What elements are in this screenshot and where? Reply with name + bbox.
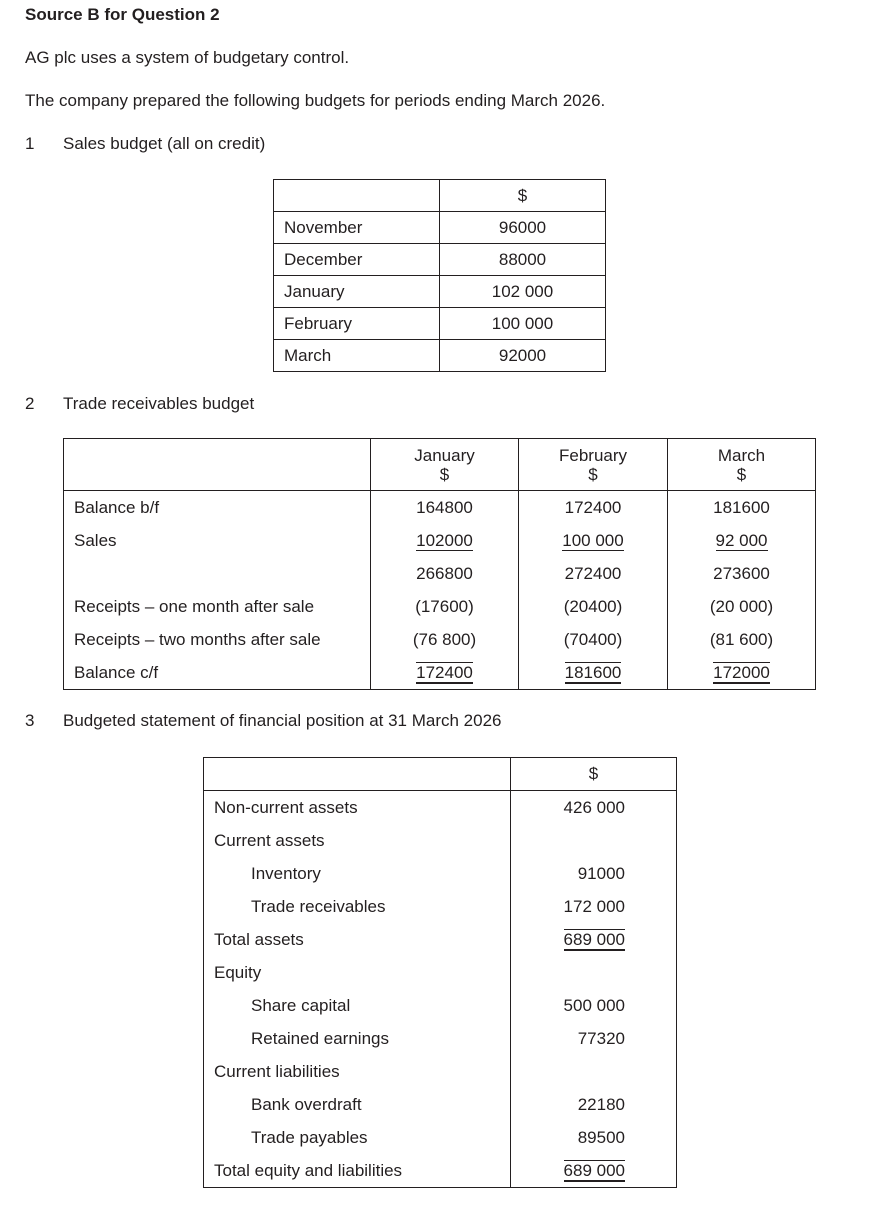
cell-text: 273600 [668, 557, 816, 590]
column-header [668, 439, 816, 491]
cell-text [371, 524, 519, 557]
table-row [274, 212, 606, 244]
table-row [64, 491, 816, 525]
cell-text [511, 1154, 677, 1188]
table-row [274, 308, 606, 340]
cell-text: 164800 [371, 491, 519, 525]
column-header [519, 439, 668, 491]
cell-text: 172 000 [511, 890, 677, 923]
table-row [204, 1121, 677, 1154]
table-row [274, 340, 606, 372]
cell-text: 91000 [511, 857, 677, 890]
cell-text: 89500 [511, 1121, 677, 1154]
cell-text [371, 656, 519, 690]
cell-text: (81 600) [668, 623, 816, 656]
cell-text: Balance b/f [64, 491, 371, 525]
cell-text: 689 000 [563, 929, 625, 949]
section-number: 3 [25, 711, 35, 730]
table-row [204, 824, 677, 857]
cell-text [668, 656, 816, 690]
cell-text: Share capital [204, 989, 511, 1022]
cell-text: 172000 [713, 662, 770, 682]
table-row [204, 857, 677, 890]
cell-text [511, 956, 677, 989]
cell-text: 172400 [416, 662, 473, 682]
cell-text: 172400 [519, 491, 668, 525]
table-row [204, 791, 677, 825]
intro-text: AG plc uses a system of budgetary control. [25, 48, 350, 67]
cell-text: 102000 [416, 530, 473, 550]
cell-text: 181600 [564, 662, 622, 682]
cell-text: March [717, 445, 766, 465]
month: March [274, 340, 440, 372]
sales-budget-table [273, 179, 606, 372]
month: November [274, 212, 440, 244]
table-row [64, 524, 816, 557]
table-row [64, 656, 816, 690]
cell-text [64, 439, 371, 491]
cell-text: February [558, 445, 628, 465]
section-title: Sales budget (all on credit) [63, 134, 266, 153]
cell-text: Balance c/f [64, 656, 371, 690]
value: 92000 [440, 340, 606, 372]
currency-header: $ [440, 180, 606, 212]
table-row [204, 989, 677, 1022]
table-row [204, 1088, 677, 1121]
cell-text [511, 824, 677, 857]
cell-text: $ [439, 464, 450, 484]
cell-text [519, 524, 668, 557]
value: 102 000 [440, 276, 606, 308]
table-row [204, 956, 677, 989]
cell-text: (17600) [371, 590, 519, 623]
table-row [204, 890, 677, 923]
table-row [204, 1022, 677, 1055]
cell-text: 181600 [668, 491, 816, 525]
value: 88000 [440, 244, 606, 276]
cell-text [274, 180, 440, 212]
cell-text: January [414, 445, 475, 465]
heading: Source B for Question 2 [25, 5, 220, 24]
cell-text: Trade receivables [204, 890, 511, 923]
cell-text: Current assets [204, 824, 511, 857]
cell-text: 272400 [519, 557, 668, 590]
cell-text: Inventory [204, 857, 511, 890]
cell-text: 22180 [511, 1088, 677, 1121]
cell-text [64, 557, 371, 590]
cell-text [511, 1055, 677, 1088]
value: 100 000 [440, 308, 606, 340]
cell-text: (20400) [519, 590, 668, 623]
cell-text: Bank overdraft [204, 1088, 511, 1121]
intro-text: The company prepared the following budgets for periods ending March 2026. [25, 91, 606, 110]
section-title: Budgeted statement of financial position at 31 March 2026 [63, 711, 502, 730]
column-header [371, 439, 519, 491]
cell-text [519, 656, 668, 690]
section-title: Trade receivables budget [63, 394, 255, 413]
cell-text [511, 923, 677, 956]
trade-receivables-table [63, 438, 816, 690]
cell-text: 266800 [371, 557, 519, 590]
cell-text: Non-current assets [204, 791, 511, 825]
cell-text: 77320 [511, 1022, 677, 1055]
cell-text: (70400) [519, 623, 668, 656]
month: December [274, 244, 440, 276]
table-row [204, 923, 677, 956]
table-row [64, 557, 816, 590]
cell-text: Total assets [204, 923, 511, 956]
cell-text: 92 000 [715, 530, 768, 550]
table-row [64, 623, 816, 656]
month: January [274, 276, 440, 308]
cell-text: Sales [64, 524, 371, 557]
cell-text: 689 000 [563, 1160, 625, 1180]
table-row [274, 244, 606, 276]
cell-text [668, 524, 816, 557]
cell-text: Total equity and liabilities [204, 1154, 511, 1188]
financial-position-table [203, 757, 677, 1188]
cell-text: $ [588, 464, 598, 484]
cell-text: Trade payables [204, 1121, 511, 1154]
cell-text: (20 000) [668, 590, 816, 623]
section-number: 2 [25, 394, 35, 413]
table-row [204, 1055, 677, 1088]
section-number: 1 [25, 134, 35, 153]
cell-text: Equity [204, 956, 511, 989]
table-row [64, 590, 816, 623]
currency-header: $ [511, 758, 677, 791]
month: February [274, 308, 440, 340]
cell-text: (76 800) [371, 623, 519, 656]
cell-text [204, 758, 511, 791]
value: 96000 [440, 212, 606, 244]
cell-text: 100 000 [562, 530, 624, 550]
cell-text: Retained earnings [204, 1022, 511, 1055]
cell-text: 500 000 [511, 989, 677, 1022]
cell-text: 426 000 [511, 791, 677, 825]
cell-text: Receipts – two months after sale [64, 623, 371, 656]
table-row [274, 276, 606, 308]
cell-text: Current liabilities [204, 1055, 511, 1088]
table-row [204, 1154, 677, 1188]
cell-text: Receipts – one month after sale [64, 590, 371, 623]
cell-text: $ [736, 464, 747, 484]
